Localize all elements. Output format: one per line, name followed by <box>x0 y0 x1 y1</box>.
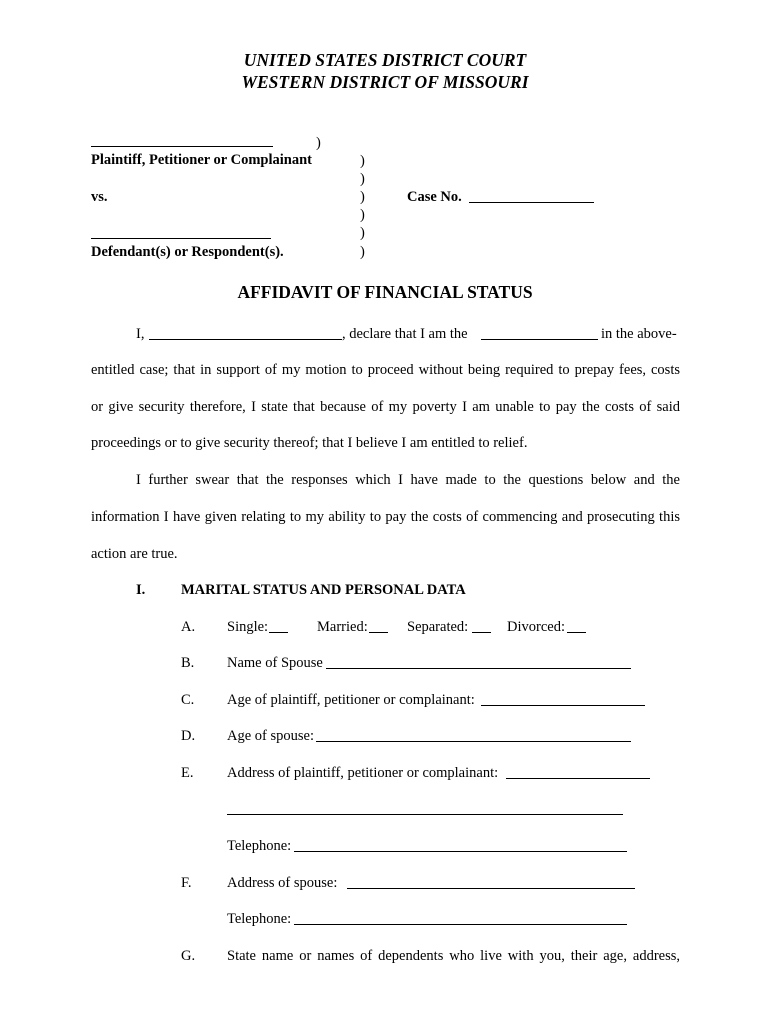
case-no-line[interactable] <box>469 202 594 203</box>
court-name-line2: WESTERN DISTRICT OF MISSOURI <box>241 72 529 92</box>
plaintiff-age-label: Age of plaintiff, petitioner or complainant: <box>227 692 475 708</box>
declarant-role-line[interactable] <box>481 339 598 340</box>
spouse-age-line[interactable] <box>316 741 631 742</box>
court-name-line1: UNITED STATES DISTRICT COURT <box>243 50 527 70</box>
separated-label: Separated: <box>407 619 469 635</box>
intro-p2-line2: information I have given relating to my ability to pay the costs of commencing and prosecuting this <box>91 509 680 525</box>
intro-p1-line4: proceedings or to give security thereof; that I believe I am entitled to relief. <box>91 435 528 451</box>
declarant-name-line[interactable] <box>149 339 342 340</box>
spouse-name-line[interactable] <box>326 668 631 669</box>
intro-above: in the above- <box>601 326 677 342</box>
plaintiff-telephone-line[interactable] <box>294 851 627 852</box>
item-letter-a: A. <box>181 619 196 635</box>
section-heading: MARITAL STATUS AND PERSONAL DATA <box>181 582 466 598</box>
spouse-address-line[interactable] <box>347 888 635 889</box>
single-label: Single: <box>227 619 269 635</box>
defendant-name-line[interactable] <box>91 238 271 239</box>
spouse-telephone-line[interactable] <box>294 924 627 925</box>
caption-paren: ) <box>360 207 365 223</box>
item-letter-e: E. <box>181 765 194 781</box>
plaintiff-label: Plaintiff, Petitioner or Complainant <box>91 152 312 168</box>
plaintiff-name-line[interactable] <box>91 146 273 147</box>
section-numeral: I. <box>136 582 146 598</box>
divorced-label: Divorced: <box>507 619 565 635</box>
plaintiff-address-line-2[interactable] <box>227 814 623 815</box>
separated-checkbox-line[interactable] <box>472 632 491 633</box>
caption-paren: ) <box>360 171 365 187</box>
item-letter-g: G. <box>181 948 196 964</box>
married-label: Married: <box>317 619 368 635</box>
document-title: AFFIDAVIT OF FINANCIAL STATUS <box>237 282 533 302</box>
divorced-checkbox-line[interactable] <box>567 632 586 633</box>
caption-paren: ) <box>360 153 365 169</box>
caption-paren: ) <box>316 135 321 151</box>
caption-paren: ) <box>360 244 365 260</box>
item-letter-d: D. <box>181 728 196 744</box>
intro-declare: , declare that I am the <box>342 326 468 342</box>
case-no-label: Case No. <box>407 189 462 205</box>
defendant-label: Defendant(s) or Respondent(s). <box>91 244 284 260</box>
spouse-name-label: Name of Spouse <box>227 655 323 671</box>
married-checkbox-line[interactable] <box>369 632 388 633</box>
plaintiff-age-line[interactable] <box>481 705 645 706</box>
dependents-label: State name or names of dependents who live with you, their age, address, <box>227 948 680 964</box>
spouse-age-label: Age of spouse: <box>227 728 314 744</box>
plaintiff-address-line[interactable] <box>506 778 650 779</box>
spouse-telephone-label: Telephone: <box>227 911 292 927</box>
intro-p1-line3: or give security therefore, I state that because of my poverty I am unable to pay the costs of said <box>91 398 680 415</box>
item-letter-c: C. <box>181 692 195 708</box>
intro-p2-line1: I further swear that the responses which I have made to the questions below and the <box>136 472 680 488</box>
item-letter-f: F. <box>181 875 192 891</box>
intro-i: I, <box>136 326 145 342</box>
intro-paragraph-1 <box>91 352 680 462</box>
vs-label: vs. <box>91 189 108 205</box>
plaintiff-telephone-label: Telephone: <box>227 838 292 854</box>
single-checkbox-line[interactable] <box>269 632 288 633</box>
plaintiff-address-label: Address of plaintiff, petitioner or complainant: <box>227 765 499 781</box>
caption-paren: ) <box>360 225 365 241</box>
caption-paren: ) <box>360 189 365 205</box>
intro-paragraph-2 <box>91 499 680 572</box>
spouse-address-label: Address of spouse: <box>227 875 338 891</box>
item-letter-b: B. <box>181 655 195 671</box>
intro-p1-line2: entitled case; that in support of my motion to proceed without being required to prepay fees, costs <box>91 362 680 378</box>
intro-p2-line3: action are true. <box>91 545 178 562</box>
